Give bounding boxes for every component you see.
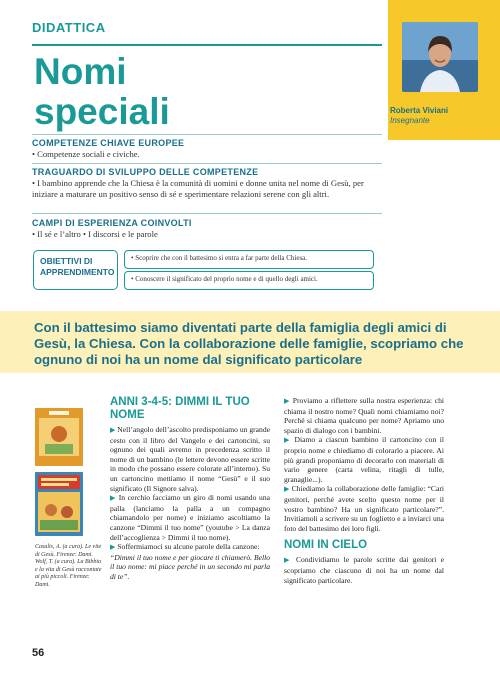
- book-cover-image: [35, 408, 83, 466]
- obiettivo-item: • Conoscere il significato del proprio nome e di quello degli amici.: [124, 271, 374, 290]
- paragraph: [284, 435, 444, 484]
- paragraph-text: Nell’angolo dell’ascolto predisponiamo un grande cesto con il libro del Vangelo e dei cartoncini, su ognuno dei quali avremo in precedenza scritto il nome di un bambino (le lettere devono essere scritte in modo che possano essere colorate all’interno). Su un cartoncino mettiamo il nome “Gesù” e il suo significato (Il Signore salva).: [110, 425, 270, 493]
- paragraph-text: In cerchio facciamo un giro di nomi usando una palla (lanciamo la palla a un compagno chiamandolo per nome) e iniziamo ascoltiamo la canzone “Dimmi il tuo nome” (youtube > La danza dell’accoglienza > Dimmi il tuo nome).: [110, 493, 270, 542]
- header-area: [0, 0, 500, 311]
- obiettivi-label-line-2: APPRENDIMENTO: [40, 267, 115, 277]
- triangle-right-icon: ▶: [284, 556, 292, 565]
- paragraph-text: Chiediamo la collaborazione delle famiglie: “Cari genitori, perché avete scelto questo nome per il vostro bambino? Ha un significato particolare?”. Invitiamoli a scrivere su un foglietto e a inviarci una foto del battesimo dei loro figli.: [284, 484, 444, 533]
- traguardo-heading: TRAGUARDO DI SVILUPPO DELLE COMPETENZE: [32, 167, 259, 177]
- triangle-right-icon: ▶: [110, 494, 117, 503]
- divider: [32, 134, 382, 135]
- book-cover-image: [35, 472, 83, 536]
- campi-text: • Il sé e l’altro • I discorsi e le parole: [32, 229, 158, 239]
- campi-block: [32, 218, 372, 240]
- obiettivo-item: • Scoprire che con il battesimo si entra a far parte della Chiesa.: [124, 250, 374, 269]
- section-tag: DIDATTICA: [32, 20, 106, 35]
- triangle-right-icon: ▶: [110, 426, 116, 434]
- triangle-right-icon: ▶: [284, 397, 291, 405]
- page-number: 56: [32, 647, 45, 659]
- obiettivi-label-line-1: OBIETTIVI DI: [40, 256, 93, 266]
- divider: [32, 163, 382, 164]
- author-role: Insegnante: [390, 116, 430, 125]
- activity-heading: ANNI 3-4-5: DIMMI IL TUO NOME: [110, 396, 250, 421]
- author-name: Roberta Viviani: [390, 106, 449, 115]
- competenze-block: [32, 138, 372, 160]
- competenze-heading: COMPETENZE CHIAVE EUROPEE: [32, 138, 185, 148]
- author-photo: [402, 22, 478, 92]
- paragraph-text: Diamo a ciascun bambino il cartoncino con il proprio nome e chiediamo di colorarlo a piacere. Ai più grandi proponiamo di decorarlo con materiali di vario genere (carta velina, ritagli di tulle, granaglie...).: [284, 435, 445, 484]
- paragraph: [110, 542, 270, 553]
- song-quote: “Dimmi il tuo nome e per giocare ti chiamerò. Bello il tuo nome: mi piace perché in un secondo mi parla di te”.: [110, 552, 270, 581]
- title-line-2: speciali: [34, 91, 170, 132]
- traguardo-text: • I bambino apprende che la Chiesa è la comunità di uomini e donne unita nel nome di Gesù, per iniziare a maturare un positivo senso di sé e sperimentare relazioni serene con gli altri.: [32, 178, 364, 199]
- paragraph: [284, 484, 444, 533]
- paragraph: [284, 555, 444, 585]
- paragraph: [110, 493, 270, 542]
- column-left: [110, 396, 270, 582]
- title-line-1: Nomi: [34, 51, 127, 92]
- column-right: [284, 396, 444, 585]
- triangle-right-icon: ▶: [284, 485, 290, 494]
- divider: [32, 213, 382, 214]
- triangle-right-icon: ▶: [110, 543, 116, 552]
- activity-heading: NOMI IN CIELO: [284, 539, 368, 552]
- traguardo-block: [32, 167, 372, 200]
- competenze-text: • Competenze sociali e civiche.: [32, 149, 140, 159]
- campi-heading: CAMPI DI ESPERIENZA COINVOLTI: [32, 218, 192, 228]
- obiettivi-label: [33, 250, 118, 290]
- lead-banner: [0, 311, 500, 373]
- paragraph-text: Soffermiamoci su alcune parole della canzone:: [117, 542, 260, 552]
- book-credit: Casalis, A. (a cura). Le vite di Gesù. Firenze: Dami. Wolf, T. (a cura). La Bibbia e la vita di Gesù raccontate ai più piccoli. Firenze: Dami.: [35, 544, 102, 588]
- paragraph-text: Proviamo a riflettere sulla nostra esperienza: chi chiama il nostro nome? Quali nomi chiamiamo noi? Perché si chiama qualcuno per nome? Apriamo uno spazio di dialogo con i bambini.: [284, 396, 444, 435]
- paragraph-text: Condividiamo le parole scritte dai genitori e scopriamo che ciascuno di noi ha un nome dal significato particolare.: [284, 555, 445, 585]
- page-title: [34, 52, 170, 132]
- paragraph: [110, 425, 270, 493]
- triangle-right-icon: ▶: [284, 436, 292, 445]
- paragraph: [284, 396, 444, 435]
- lead-text: Con il battesimo siamo diventati parte della famiglia degli amici di Gesù, la Chiesa. Con la collaborazione delle famiglie, scopriamo che ognuno di noi ha un nome dal significato particolare: [34, 320, 464, 367]
- header-rule: [32, 44, 382, 46]
